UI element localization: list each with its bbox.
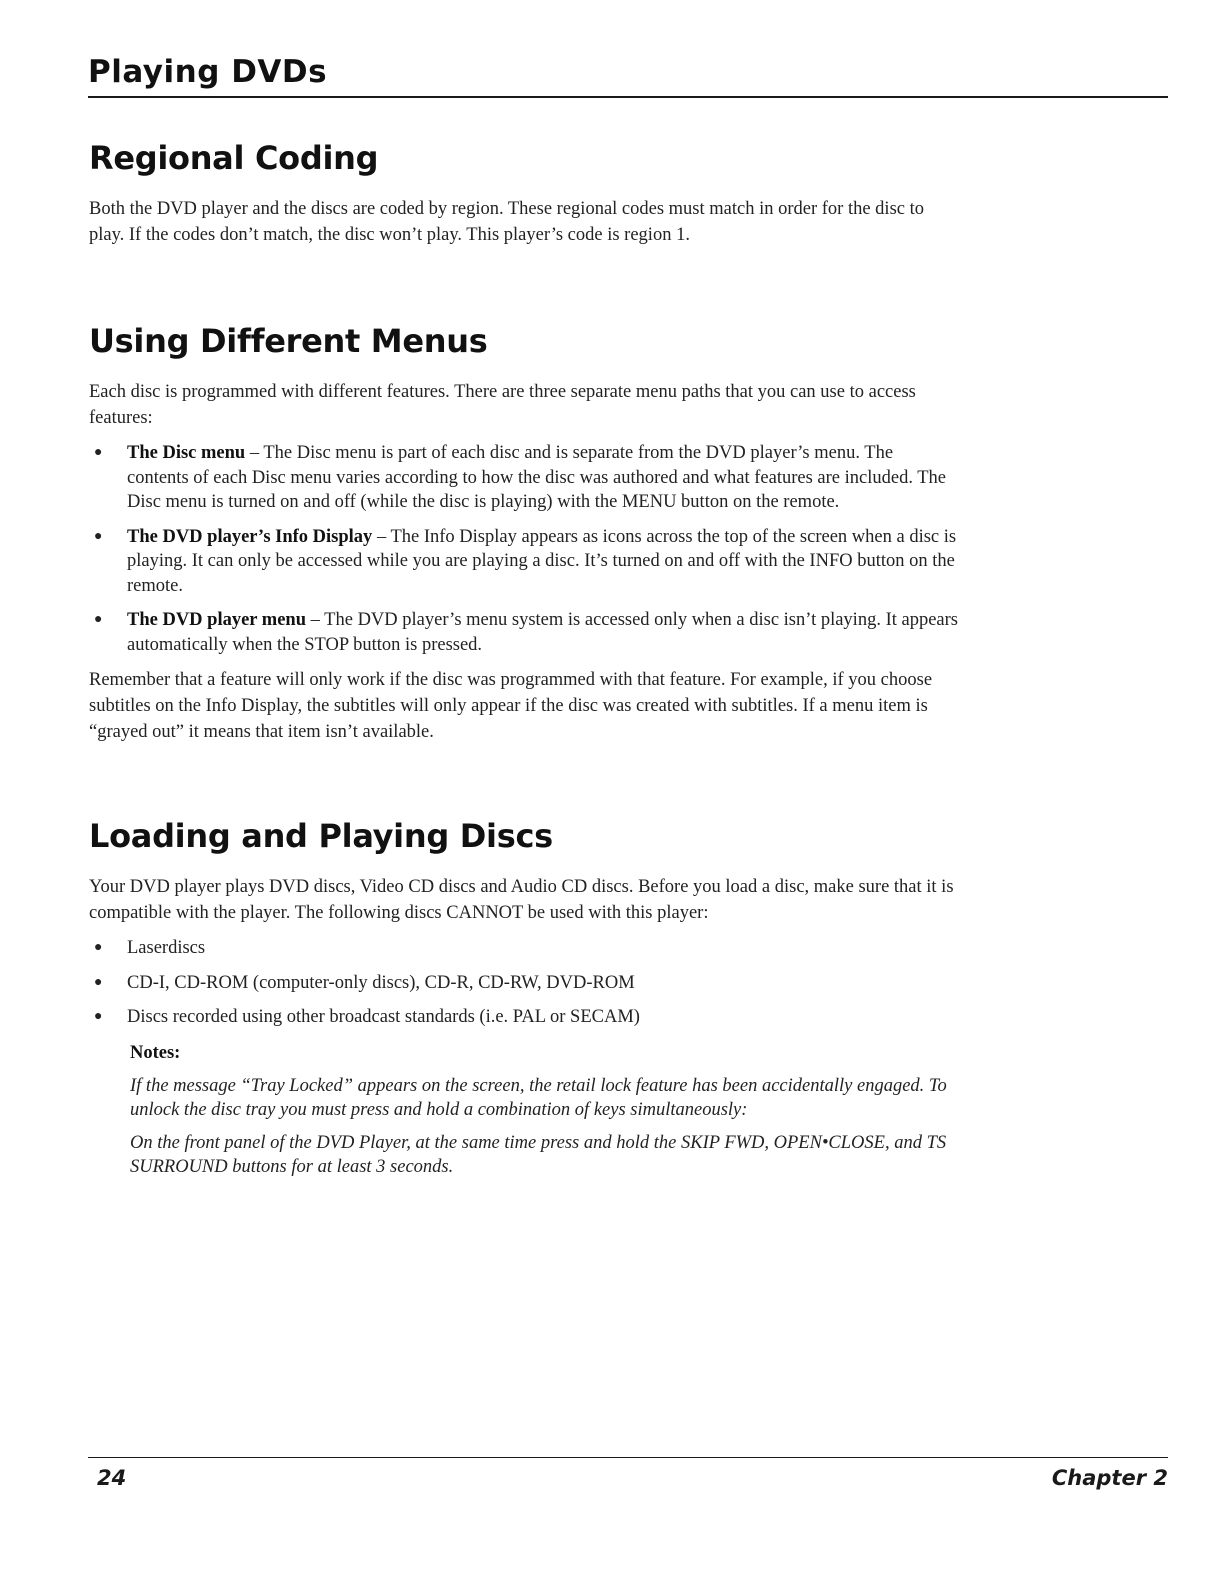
- regional-paragraph: Both the DVD player and the discs are coded by region. These regional codes must match in order for the disc to play. If the codes don’t match, the disc won’t play. This player’s code is region 1.: [89, 199, 925, 245]
- page-header: [88, 52, 1168, 98]
- section-using-menus: [89, 321, 959, 745]
- notes-block: [130, 1040, 959, 1180]
- list-item-text: Laserdiscs: [127, 938, 206, 958]
- list-item-text: – The Info Display appears as icons across the top of the screen when a disc is playing. It can only be accessed while you are playing a disc. It’s turned on and off with the INFO button on the remote.: [127, 526, 957, 596]
- list-item-term: The DVD player menu: [127, 610, 307, 630]
- page-number: 24: [97, 1466, 127, 1490]
- section-heading: Loading and Playing Discs: [89, 817, 553, 855]
- list-item: [89, 525, 959, 599]
- notes-label: Notes:: [130, 1042, 181, 1063]
- list-item: [89, 441, 959, 515]
- list-item: [89, 971, 959, 996]
- list-item: [89, 608, 959, 657]
- section-heading: Regional Coding: [89, 139, 379, 177]
- bullet-icon: ●: [94, 940, 103, 955]
- menus-closing: Remember that a feature will only work if the disc was programmed with that feature. For example, if you choose subtitles on the Info Display, the subtitles will only appear if the disc was created with subtitles. If a menu item is “grayed out” it means that item isn’t available.: [89, 670, 933, 742]
- chapter-title: Playing DVDs: [88, 54, 328, 90]
- chapter-label: Chapter 2: [1051, 1466, 1168, 1490]
- list-item: [89, 1005, 959, 1030]
- section-regional-coding: [89, 138, 959, 248]
- menu-paths-list: [89, 441, 959, 657]
- bullet-icon: ●: [94, 974, 103, 990]
- note-text: On the front panel of the DVD Player, at the same time press and hold the SKIP FWD, OPEN•CLOSE, and TS SURROUND buttons for at least 3 seconds.: [130, 1132, 947, 1177]
- bullet-icon: ●: [94, 445, 103, 460]
- bullet-icon: ●: [94, 1009, 103, 1024]
- page-footer: [88, 1457, 1168, 1498]
- note-text: If the message “Tray Locked” appears on the screen, the retail lock feature has been accidentally engaged. To unlock the disc tray you must press and hold a combination of keys simultaneously:: [130, 1075, 947, 1120]
- section-heading: Using Different Menus: [89, 322, 488, 360]
- list-item-text: – The DVD player’s menu system is accessed only when a disc isn’t playing. It appears automatically when the STOP button is pressed.: [127, 610, 958, 655]
- list-item-text: CD-I, CD-ROM (computer-only discs), CD-R, CD-RW, DVD-ROM: [127, 972, 635, 993]
- menus-intro: Each disc is programmed with different features. There are three separate menu paths that you can use to access features:: [89, 382, 916, 428]
- loading-intro: Your DVD player plays DVD discs, Video CD discs and Audio CD discs. Before you load a disc, make sure that it is compatible with the player. The following discs CANNOT be used with this player:: [89, 877, 954, 923]
- list-item-text: Discs recorded using other broadcast standards (i.e. PAL or SECAM): [127, 1007, 640, 1027]
- list-item-term: The DVD player’s Info Display: [127, 526, 373, 547]
- list-item: [89, 936, 959, 961]
- section-loading-discs: [89, 816, 959, 1188]
- bullet-icon: ●: [94, 612, 103, 627]
- incompatible-discs-list: [89, 936, 959, 1030]
- bullet-icon: ●: [94, 528, 103, 544]
- list-item-term: The Disc menu: [127, 443, 246, 463]
- list-item-text: – The Disc menu is part of each disc and is separate from the DVD player’s menu. The contents of each Disc menu varies according to how the disc was authored and what features are included. The Disc menu is turned on and off (while the disc is playing) with the MENU button on the remote.: [127, 443, 947, 512]
